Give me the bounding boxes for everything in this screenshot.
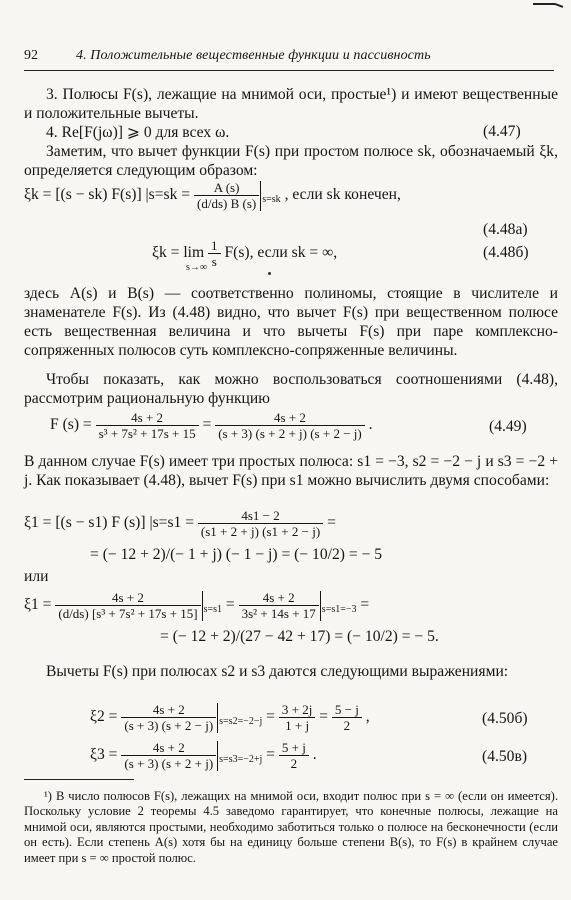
eval-bar xyxy=(217,741,218,771)
eq-4-50c-n1: 4s + 2 xyxy=(121,740,216,756)
eq-4-48b-fraction xyxy=(208,238,221,269)
eq-4-50c-d1: (s + 3) (s + 2 + j) xyxy=(124,756,214,771)
eq-4-50c-sub: s=s3=−2+j xyxy=(219,754,263,766)
eq-4-50b-fraction-3 xyxy=(332,702,362,733)
eq-a-fraction xyxy=(198,508,323,539)
eq-b-d2: 3s² + 14s + 17 xyxy=(241,606,316,621)
eq-4-48a-fraction xyxy=(194,180,259,211)
eq-b-fraction-1 xyxy=(55,590,200,621)
item-3: 3. Полюсы F(s), лежащие на мнимой оси, простые¹) и имеют вещественные и положительные вычеты. xyxy=(24,86,558,122)
eq-4-48b-rest: F(s), если sk = ∞, xyxy=(224,244,338,262)
paragraph-residue-definition: Заметим, что вычет функции F(s) при простом полюсе sk, обозначаемый ξk, определяется следующим образом: xyxy=(24,143,558,179)
eq-4-50b-n2: 3 + 2j xyxy=(279,702,315,718)
eq-4-48a-denominator: (d/ds) B (s) xyxy=(197,196,257,211)
item-4-text: 4. Re[F(jω)] ⩾ 0 для всех ω. xyxy=(46,124,230,141)
eq-a-end: = xyxy=(327,514,336,532)
eq-4-49-fraction-1 xyxy=(96,410,199,441)
equation-4-48a xyxy=(24,180,401,211)
footnote-rule xyxy=(24,779,134,780)
eq-b-d1: (d/ds) [s³ + 7s² + 17s + 15] xyxy=(58,606,198,621)
equation-residue-s1-b-line2: = (− 12 + 2)/(27 − 42 + 17) = (− 10/2) = − 5. xyxy=(160,628,439,645)
eq-4-49-n2: 4s + 2 xyxy=(215,410,365,426)
page-number: 92 xyxy=(24,48,38,63)
eq-4-48a-numerator: A (s) xyxy=(194,180,259,196)
corner-mark xyxy=(533,2,563,8)
eq-4-49-n1: 4s + 2 xyxy=(96,410,199,426)
equation-4-50c: ξ3 = $\frac{4s + 2}{(s + 3) (s + 2 + j)}$ $_{s=s3=-2+j}$ = $\frac{5 + j}{2}$ . xyxy=(90,740,317,771)
eq-4-50b-d1: (s + 3) (s + 2 − j) xyxy=(124,718,214,733)
header-rule xyxy=(24,70,554,71)
eq-b-lhs: ξ1 = xyxy=(24,596,52,614)
or-word: или xyxy=(24,568,49,585)
eq-b-n2: 4s + 2 xyxy=(239,590,319,606)
eq-4-49-d1: s³ + 7s² + 17s + 15 xyxy=(98,426,196,441)
stray-dot xyxy=(268,272,271,275)
eq-number-4-49: (4.49) xyxy=(489,418,527,435)
eval-bar xyxy=(320,591,321,621)
equation-4-50b: ξ2 = $\frac{4s + 2}{(s + 3) (s + 2 - j)}$ $_{s=s2=-2-j}$ = $\frac{3 + 2j}{1 + j}$ = $\frac{5 - j}{2}$ , xyxy=(90,702,370,733)
eq-4-48a-lhs: ξk = [(s − sk) F(s)] |s=sk = xyxy=(24,186,191,204)
eq-a-denominator: (s1 + 2 + j) (s1 + 2 − j) xyxy=(200,524,321,539)
eval-bar xyxy=(202,591,203,621)
eq-a-lhs: ξ1 = [(s − s1) F (s)] |s=s1 = xyxy=(24,514,195,532)
equation-residue-s1-a-line2: = (− 12 + 2)/(− 1 + j) (− 1 − j) = (− 10/2) = − 5 xyxy=(90,546,383,563)
eq-4-49-fraction-2 xyxy=(215,410,365,441)
eq-number-4-48a: (4.48a) xyxy=(483,221,528,238)
eq-4-50b-fraction-1 xyxy=(121,702,216,733)
paragraph-example-intro: Чтобы показать, как можно воспользоваться соотношениями (4.48), рассмотрим рациональную функцию xyxy=(24,371,558,407)
eq-4-50b-d3: 2 xyxy=(343,718,351,733)
eq-b-fraction-2 xyxy=(239,590,319,621)
item-4 xyxy=(24,123,558,142)
eq-b-sub-2: s=s1=−3 xyxy=(321,604,357,616)
eq-number-4-47: (4.47) xyxy=(483,123,521,140)
eq-4-50b-d2: 1 + j xyxy=(285,718,310,733)
eq-4-48b-denominator: s xyxy=(211,254,217,269)
equation-residue-s1-b: ξ1 = $\frac{4s + 2}{\text{(d/ds) [s³ + 7s² + 17s + 15]}}$ $_{s=s1}$ = $\frac{4s + 2}{\text{3s² + 14s + 17}}$ $_{s=s1=-3}$ = xyxy=(24,590,370,621)
chapter-title: 4. Положительные вещественные функции и пассивность xyxy=(76,48,431,63)
eq-4-50b-sub: s=s2=−2−j xyxy=(219,716,263,728)
eq-b-n1: 4s + 2 xyxy=(55,590,200,606)
eq-4-50b-n1: 4s + 2 xyxy=(121,702,216,718)
eq-number-4-50b: (4.50б) xyxy=(482,710,528,727)
eq-4-50b-fraction-2 xyxy=(279,702,315,733)
eq-4-48b-lhs: ξk = lim xyxy=(152,244,205,262)
eq-4-48a-eval-sub: s=sk xyxy=(262,194,281,206)
eq-a-numerator: 4s1 − 2 xyxy=(198,508,323,524)
eval-bar xyxy=(217,703,218,733)
equation-4-48b xyxy=(152,238,337,269)
eq-number-4-50c: (4.50в) xyxy=(482,748,528,765)
eq-4-50c-n2: 5 + j xyxy=(279,740,309,756)
eq-4-48b-numerator: 1 xyxy=(208,238,221,254)
eq-4-50c-d2: 2 xyxy=(290,756,298,771)
eq-4-49-d2: (s + 3) (s + 2 + j) (s + 2 − j) xyxy=(218,426,362,441)
eq-4-50c-lhs: ξ3 = xyxy=(90,746,118,764)
eq-b-end: = xyxy=(360,596,370,614)
eq-4-48b-limit-sub: s→∞ xyxy=(186,262,208,273)
equation-4-49: F (s) = $\frac{4s + 2}{\text{s³ + 7s² + 17s + 15}}$ = $\frac{4s + 2}{(s + 3) (s + 2 + j) (s + 2 - j)}$ . xyxy=(50,410,373,441)
paragraph-other-residues: Вычеты F(s) при полюсах s2 и s3 даются следующими выражениями: xyxy=(46,663,509,680)
eq-4-50c-fraction-1 xyxy=(121,740,216,771)
eq-b-sub-1: s=s1 xyxy=(203,604,223,616)
eq-4-49-lhs: F (s) = xyxy=(50,416,92,434)
eq-4-48a-condition: , если sk конечен, xyxy=(284,186,401,204)
footnote: ¹) В число полюсов F(s), лежащих на мнимой оси, входит полюс при s = ∞ (если он имеется). Поскольку условие 2 теоремы 4.5 заведомо гарантирует, что конечные полюсы, лежащие на мнимой оси, являются простыми, необходимо заботиться только о полюсе на бесконечности (если он есть). Если степень A(s) хотя бы на единицу больше степени B(s), то F(s) в крайнем случае имеет при s = ∞ простой полюс. xyxy=(24,789,558,865)
eq-4-50c-fraction-2 xyxy=(279,740,309,771)
paragraph-three-poles: В данном случае F(s) имеет три простых полюса: s1 = −3, s2 = −2 − j и s3 = −2 + j. Как показывает (4.48), вычет F(s) при s1 можно вычислить двумя способами: xyxy=(24,453,558,489)
equation-residue-s1-a xyxy=(24,508,336,539)
eq-4-50b-lhs: ξ2 = xyxy=(90,708,118,726)
eq-4-50b-n3: 5 − j xyxy=(332,702,362,718)
eq-number-4-48b: (4.48б) xyxy=(483,244,529,261)
paragraph-polynomials: здесь A(s) и B(s) — соответственно полиномы, стоящие в числителе и знаменателе F(s). Из (4.48) видно, что вычет F(s) при вещественном полюсе есть вещественная величина и что вычеты F(s) при паре комплексно-сопряженных полюсов суть комплексно-сопряженные величины. xyxy=(24,285,558,359)
